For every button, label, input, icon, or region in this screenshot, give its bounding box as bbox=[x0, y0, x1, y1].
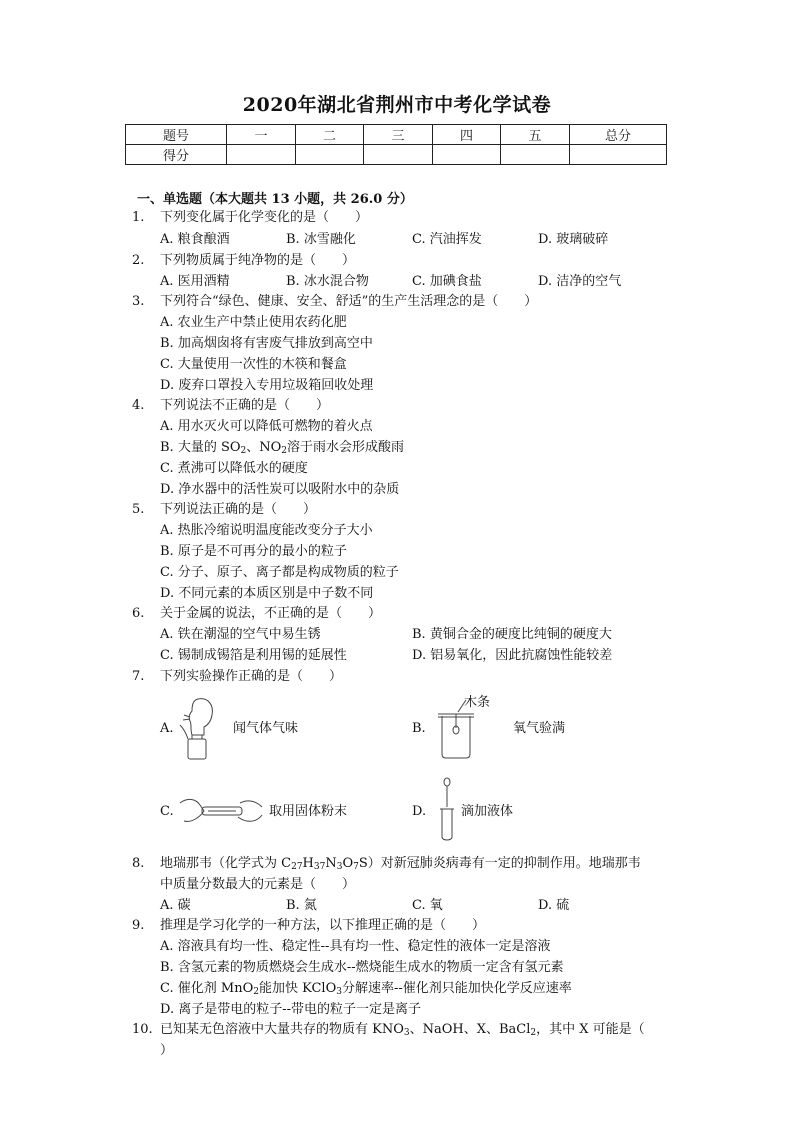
score-cell[interactable] bbox=[570, 145, 667, 165]
subscript: 2 bbox=[240, 446, 247, 456]
option-c-part: 能加快 KClO bbox=[258, 981, 337, 996]
subscript: 37 bbox=[313, 862, 326, 872]
dropper-illustration bbox=[434, 777, 460, 843]
question-text-part: ，其中 X 可能是（ bbox=[536, 1022, 645, 1037]
option-d: D. 离子是带电的粒子--带电的粒子一定是离子 bbox=[160, 1002, 422, 1017]
option-a: A. 用水灭火可以降低可燃物的着火点 bbox=[160, 419, 373, 434]
page-title: 2020年湖北省荆州市中考化学试卷 bbox=[242, 94, 552, 116]
option-a: A. 溶液具有均一性、稳定性--具有均一性、稳定性的液体一定是溶液 bbox=[160, 939, 551, 954]
question-text-line2: 中质量分数最大的元素是（ ） bbox=[160, 877, 356, 892]
option-c: C. 煮沸可以降低水的硬度 bbox=[160, 461, 308, 476]
option-b-part: B. 大量的 SO bbox=[160, 440, 241, 455]
option-c-caption: 取用固体粉末 bbox=[269, 804, 348, 819]
score-table-row bbox=[126, 145, 667, 165]
score-row-label: 得分 bbox=[126, 145, 227, 165]
subscript: 7 bbox=[353, 862, 359, 872]
score-header-cell: 二 bbox=[296, 125, 364, 145]
option-b: B. bbox=[412, 721, 426, 736]
score-header-cell: 三 bbox=[364, 125, 433, 145]
score-table-header-row bbox=[126, 125, 667, 145]
section-heading: 一、单选题（本大题共 13 小题，共 26.0 分） bbox=[137, 192, 413, 207]
option-d: D. 废弃口罩投入专用垃圾箱回收处理 bbox=[160, 378, 374, 393]
wood-strip-label: 木条 bbox=[464, 695, 491, 710]
score-cell[interactable] bbox=[433, 145, 501, 165]
option-a: A. bbox=[160, 721, 174, 736]
option-d: D. 不同元素的本质区别是中子数不同 bbox=[160, 586, 374, 601]
question-number: 6. bbox=[132, 606, 145, 621]
question-text-part: 已知某无色溶液中大量共存的物质有 KNO bbox=[160, 1022, 404, 1037]
option-a: A. 碳 bbox=[160, 898, 191, 913]
score-header-cell: 五 bbox=[501, 125, 570, 145]
option-a-caption: 闻气体气味 bbox=[233, 721, 299, 736]
question-number: 1. bbox=[132, 210, 145, 225]
option-c: C. 大量使用一次性的木筷和餐盒 bbox=[160, 357, 347, 372]
option-c: C. 加碘食盐 bbox=[412, 274, 482, 289]
question-number: 10. bbox=[132, 1022, 153, 1037]
option-c: C. bbox=[160, 804, 174, 819]
element-letter: S bbox=[358, 856, 368, 871]
option-d: D. 铝易氧化，因此抗腐蚀性能较差 bbox=[412, 648, 613, 663]
smell-gas-illustration bbox=[178, 695, 226, 763]
score-header-cell: 一 bbox=[227, 125, 296, 145]
score-header-cell: 四 bbox=[433, 125, 501, 145]
subscript: 2 bbox=[530, 1028, 537, 1038]
option-b: B. 含氢元素的物质燃烧会生成水--燃烧能生成水的物质一定含有氢元素 bbox=[160, 960, 564, 975]
question-text bbox=[160, 856, 641, 875]
option-a: A. 医用酒精 bbox=[160, 274, 230, 289]
question-number: 4. bbox=[132, 398, 145, 413]
question-text: 下列说法不正确的是（ ） bbox=[160, 398, 330, 413]
element-letter: N bbox=[325, 856, 337, 871]
option-b bbox=[160, 440, 404, 459]
subscript: 3 bbox=[336, 862, 343, 872]
option-b: B. 氮 bbox=[286, 898, 317, 913]
score-table bbox=[125, 124, 667, 165]
option-a: A. 热胀冷缩说明温度能改变分子大小 bbox=[160, 523, 373, 538]
subscript: 2 bbox=[253, 987, 259, 997]
option-b: B. 加高烟囱将有害废气排放到高空中 bbox=[160, 336, 373, 351]
question-number: 3. bbox=[132, 294, 145, 309]
option-b: B. 冰水混合物 bbox=[286, 274, 369, 289]
option-c-part: 分解速率--催化剂只能加快化学反应速率 bbox=[341, 981, 572, 996]
element-letter: H bbox=[302, 856, 314, 871]
option-d: D. 玻璃破碎 bbox=[538, 232, 609, 247]
option-a: A. 粮食酿酒 bbox=[160, 232, 230, 247]
subscript: 2 bbox=[281, 446, 288, 456]
element-letter: O bbox=[342, 856, 354, 871]
option-b: B. 原子是不可再分的最小的粒子 bbox=[160, 544, 347, 559]
option-b: B. 黄铜合金的硬度比纯铜的硬度大 bbox=[412, 627, 612, 642]
question-text-line2: ） bbox=[160, 1043, 174, 1058]
score-header-cell: 总分 bbox=[570, 125, 667, 145]
score-cell[interactable] bbox=[296, 145, 364, 165]
score-cell[interactable] bbox=[227, 145, 296, 165]
option-a: A. 农业生产中禁止使用农药化肥 bbox=[160, 315, 347, 330]
question-text-part: ）对新冠肺炎病毒有一定的抑制作用。地瑞那韦 bbox=[367, 856, 641, 871]
option-b-part: 溶于雨水会形成酸雨 bbox=[287, 440, 405, 455]
option-d: D. 硫 bbox=[538, 898, 570, 913]
option-d: D. bbox=[412, 804, 427, 819]
option-c: C. 锡制成锡箔是利用锡的延展性 bbox=[160, 648, 347, 663]
score-cell[interactable] bbox=[501, 145, 570, 165]
question-text: 关于金属的说法，不正确的是（ ） bbox=[160, 606, 382, 621]
question-text: 下列说法正确的是（ ） bbox=[160, 502, 317, 517]
question-text: 下列物质属于纯净物的是（ ） bbox=[160, 253, 356, 268]
option-c bbox=[160, 981, 572, 1000]
question-number: 8. bbox=[132, 856, 145, 871]
option-c: C. 氧 bbox=[412, 898, 443, 913]
subscript: 27 bbox=[291, 862, 303, 872]
subscript: 3 bbox=[403, 1028, 410, 1038]
subscript: 3 bbox=[336, 987, 342, 997]
option-a: A. 铁在潮湿的空气中易生锈 bbox=[160, 627, 321, 642]
option-c: C. 汽油挥发 bbox=[412, 232, 482, 247]
option-b-part: 、NO bbox=[246, 440, 282, 455]
question-text: 下列变化属于化学变化的是（ ） bbox=[160, 210, 369, 225]
question-text bbox=[160, 1022, 645, 1041]
option-b-caption: 氧气验满 bbox=[513, 721, 566, 736]
option-d: D. 净水器中的活性炭可以吸附水中的杂质 bbox=[160, 482, 400, 497]
question-number: 7. bbox=[132, 669, 145, 684]
option-b: B. 冰雪融化 bbox=[286, 232, 356, 247]
option-c: C. 分子、原子、离子都是构成物质的粒子 bbox=[160, 565, 399, 580]
question-text-part: 地瑞那韦（化学式为 C bbox=[160, 856, 292, 871]
question-text: 下列实验操作正确的是（ ） bbox=[160, 669, 343, 684]
score-cell[interactable] bbox=[364, 145, 433, 165]
powder-taking-illustration bbox=[178, 793, 264, 829]
question-text: 推理是学习化学的一种方法，以下推理正确的是（ ） bbox=[160, 918, 486, 933]
question-number: 5. bbox=[132, 502, 145, 517]
option-d: D. 洁净的空气 bbox=[538, 274, 622, 289]
question-number: 9. bbox=[132, 918, 145, 933]
score-header-cell: 题号 bbox=[126, 125, 227, 145]
option-c-part: C. 催化剂 MnO bbox=[160, 981, 254, 996]
question-text-part: 、NaOH、X、BaCl bbox=[409, 1022, 531, 1037]
option-d-caption: 滴加液体 bbox=[461, 804, 514, 819]
question-number: 2. bbox=[132, 253, 145, 268]
question-text: 下列符合“绿色、健康、安全、舒适”的生产生活理念的是（ ） bbox=[160, 294, 538, 309]
